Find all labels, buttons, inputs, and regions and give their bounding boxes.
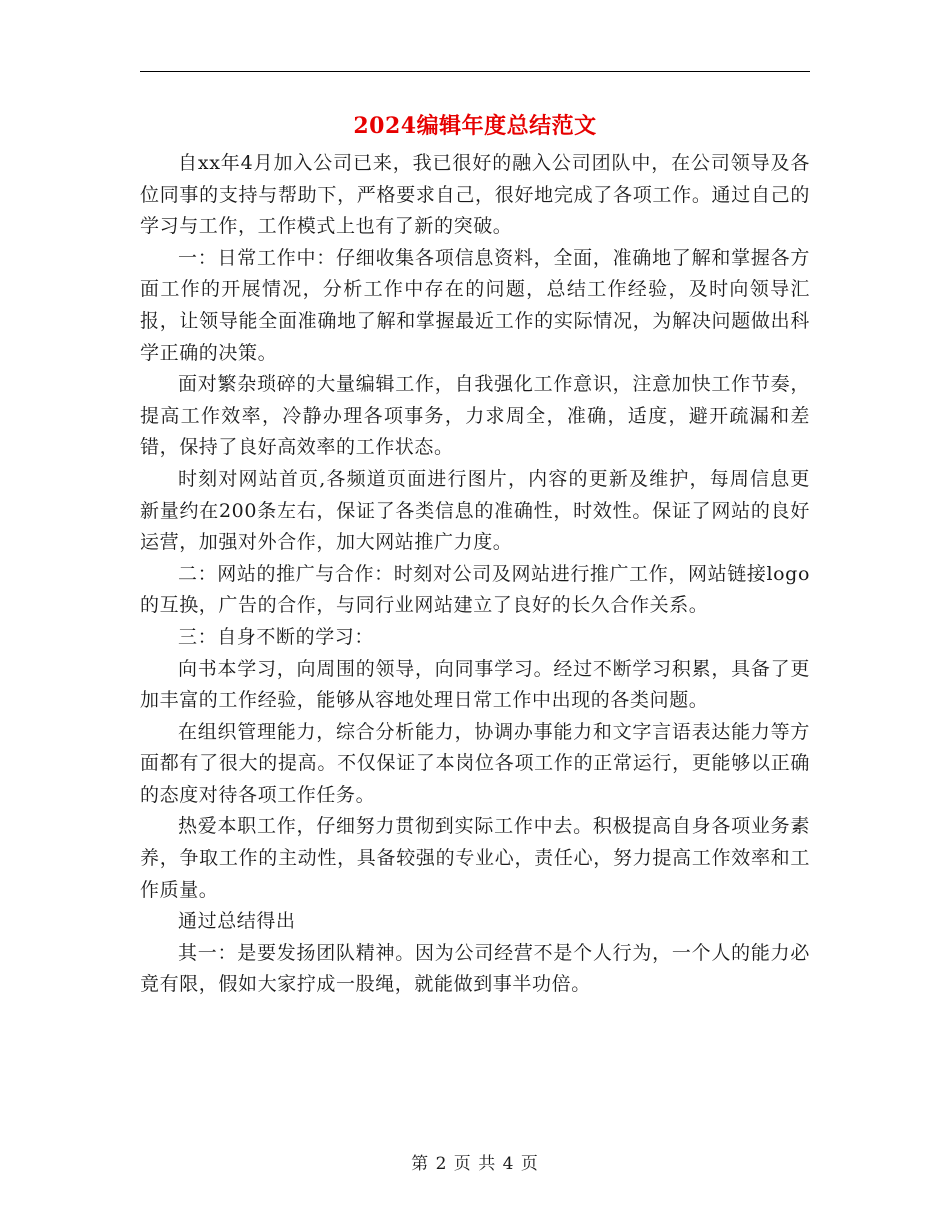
paragraph: 三：自身不断的学习： xyxy=(178,625,375,648)
document-title: 2024编辑年度总结范文 xyxy=(353,113,597,139)
paragraph: 二：网站的推广与合作：时刻对公司及网站进行推广工作，网站链接logo的互换，广告的合作，与同行业网站建立了良好的长久合作关系。 xyxy=(140,562,810,617)
document-body xyxy=(140,148,810,1001)
paragraph: 一：日常工作中：仔细收集各项信息资料，全面，准确地了解和掌握各方面工作的开展情况，分析工作中存在的问题，总结工作经验，及时向领导汇报，让领导能全面准确地了解和掌握最近工作的实际情况，为解决问题做出科学正确的决策。 xyxy=(140,246,810,364)
header-rule xyxy=(140,71,810,72)
paragraph: 热爱本职工作，仔细努力贯彻到实际工作中去。积极提高自身各项业务素养，争取工作的主动性，具备较强的专业心，责任心，努力提高工作效率和工作质量。 xyxy=(140,815,810,901)
paragraph: 在组织管理能力，综合分析能力，协调办事能力和文字言语表达能力等方面都有了很大的提高。不仅保证了本岗位各项工作的正常运行，更能够以正确的态度对待各项工作任务。 xyxy=(140,720,810,806)
paragraph: 通过总结得出 xyxy=(178,910,296,933)
paragraph: 自xx年4月加入公司已来，我已很好的融入公司团队中，在公司领导及各位同事的支持与帮助下，严格要求自己，很好地完成了各项工作。通过自己的学习与工作，工作模式上也有了新的突破。 xyxy=(140,152,810,238)
paragraph: 其一：是要发扬团队精神。因为公司经营不是个人行为，一个人的能力必竟有限，假如大家拧成一股绳，就能做到事半功倍。 xyxy=(140,941,810,996)
paragraph: 面对繁杂琐碎的大量编辑工作，自我强化工作意识，注意加快工作节奏，提高工作效率，冷静办理各项事务，力求周全，准确，适度，避开疏漏和差错，保持了良好高效率的工作状态。 xyxy=(140,373,810,459)
paragraph: 向书本学习，向周围的领导，向同事学习。经过不断学习积累，具备了更加丰富的工作经验，能够从容地处理日常工作中出现的各类问题。 xyxy=(140,657,810,712)
page-number-footer: 第 2 页 共 4 页 xyxy=(411,1154,539,1174)
paragraph: 时刻对网站首页,各频道页面进行图片，内容的更新及维护，每周信息更新量约在200条左右，保证了各类信息的准确性，时效性。保证了网站的良好运营，加强对外合作，加大网站推广力度。 xyxy=(140,467,810,554)
